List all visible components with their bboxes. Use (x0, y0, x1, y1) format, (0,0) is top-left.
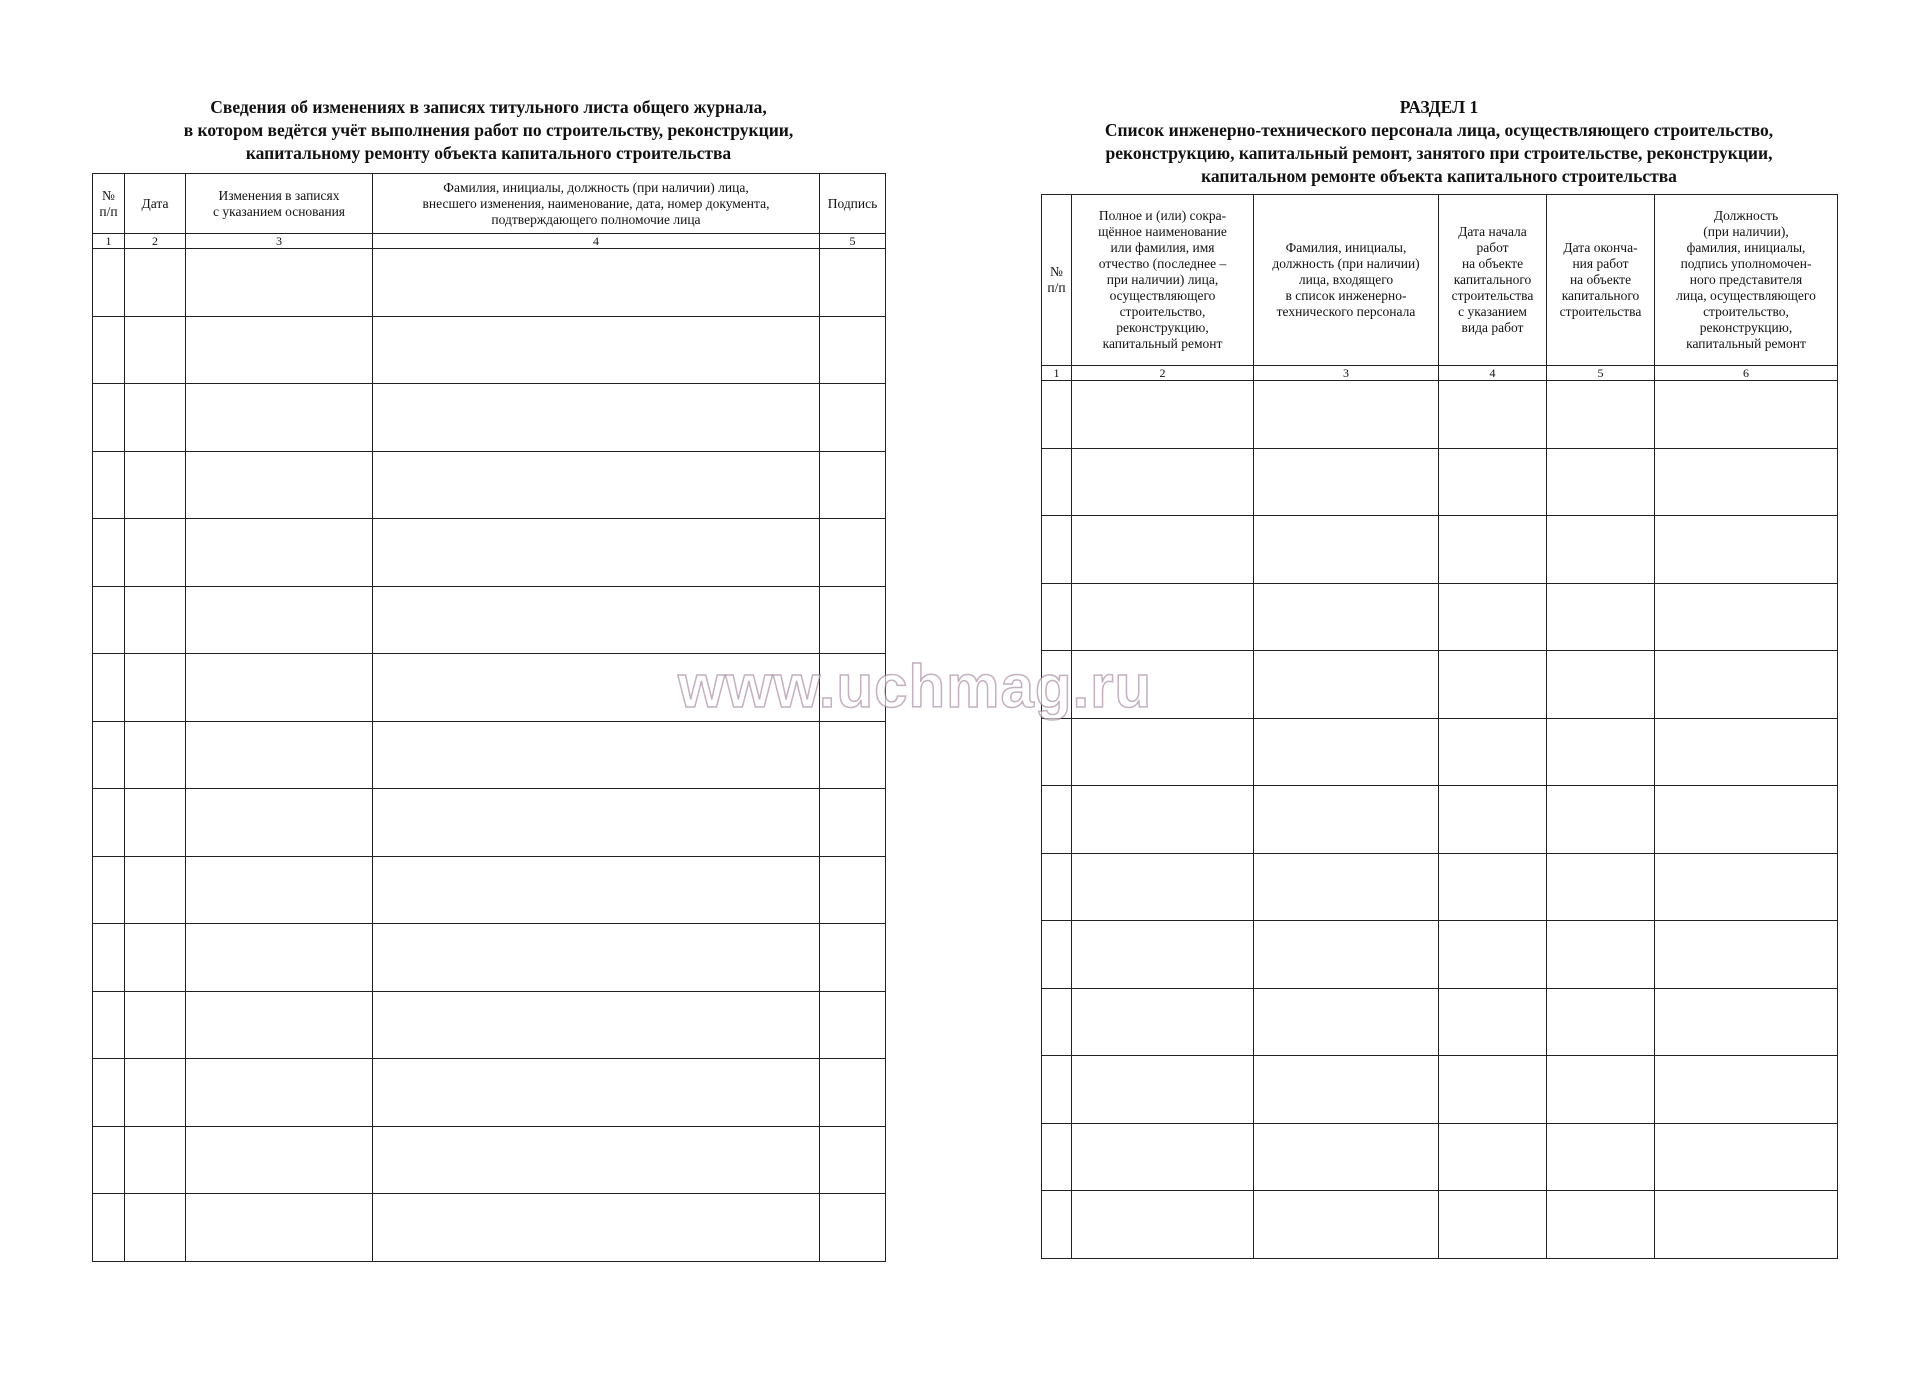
col-header-end-date: Дата оконча- ния работ на объекте капитального строительства (1547, 195, 1655, 366)
table-cell (1254, 651, 1439, 719)
table-cell (820, 856, 886, 924)
table-cell (125, 856, 186, 924)
table-cell (373, 1194, 820, 1262)
table-cell (1254, 921, 1439, 989)
table-cell (1042, 853, 1072, 921)
table-cell (93, 991, 125, 1059)
column-numbers-row (1042, 366, 1838, 381)
table-cell (1547, 988, 1655, 1056)
table-cell (186, 316, 373, 384)
table-cell (1042, 1191, 1072, 1259)
changes-table-row (93, 991, 886, 1059)
table-cell (186, 586, 373, 654)
column-number: 3 (1254, 366, 1439, 381)
table-cell (1655, 381, 1838, 449)
table-cell (1655, 583, 1838, 651)
table-cell (93, 451, 125, 519)
table-cell (125, 1126, 186, 1194)
left-title-line: Сведения об изменениях в записях титульного листа общего журнала, (210, 97, 767, 117)
table-cell (125, 654, 186, 722)
table-cell (820, 924, 886, 992)
table-cell (1547, 853, 1655, 921)
changes-table-row (93, 924, 886, 992)
changes-table-row (93, 1194, 886, 1262)
right-page-title (1041, 96, 1837, 188)
table-cell (1254, 988, 1439, 1056)
table-cell (93, 1059, 125, 1127)
changes-table-row (93, 316, 886, 384)
right-title-line: Список инженерно-технического персонала лица, осуществляющего строительство, (1104, 120, 1774, 140)
table-cell (1655, 1056, 1838, 1124)
table-cell (125, 1194, 186, 1262)
personnel-table-row (1042, 988, 1838, 1056)
personnel-table-row (1042, 1123, 1838, 1191)
table-cell (93, 1194, 125, 1262)
table-cell (93, 586, 125, 654)
table-cell (186, 1194, 373, 1262)
table-cell (1072, 786, 1254, 854)
watermark: www.uchmag.ru (678, 653, 1153, 720)
personnel-table-row (1042, 1191, 1838, 1259)
personnel-table-header (1042, 195, 1838, 366)
table-cell (1439, 516, 1547, 584)
table-cell (1254, 516, 1439, 584)
table-cell (93, 856, 125, 924)
table-cell (1042, 1123, 1072, 1191)
table-cell (373, 1126, 820, 1194)
table-cell (820, 991, 886, 1059)
table-cell (1547, 381, 1655, 449)
column-number: 1 (1042, 366, 1072, 381)
col-header-number: № п/п (1042, 195, 1072, 366)
changes-table-row (93, 451, 886, 519)
table-cell (1655, 1123, 1838, 1191)
table-cell (1655, 853, 1838, 921)
personnel-table-row (1042, 651, 1838, 719)
right-title-line: реконструкцию, капитальный ремонт, занятого при строительстве, реконструкции, (1105, 143, 1773, 163)
table-cell (1072, 516, 1254, 584)
table-cell (93, 1126, 125, 1194)
table-cell (820, 586, 886, 654)
table-cell (1547, 516, 1655, 584)
table-cell (1439, 1056, 1547, 1124)
column-number: 4 (1439, 366, 1547, 381)
personnel-table-row (1042, 853, 1838, 921)
table-cell (93, 924, 125, 992)
table-cell (1655, 1191, 1838, 1259)
personnel-table (1041, 194, 1838, 1259)
table-cell (1072, 381, 1254, 449)
col-header-number: № п/п (93, 174, 125, 234)
table-cell (125, 249, 186, 317)
left-title-line: капитальному ремонту объекта капитального строительства (245, 143, 732, 163)
table-cell (93, 519, 125, 587)
table-cell (1655, 988, 1838, 1056)
table-cell (373, 316, 820, 384)
table-cell (93, 316, 125, 384)
table-cell (373, 519, 820, 587)
personnel-table-row (1042, 786, 1838, 854)
column-number: 5 (820, 234, 886, 249)
table-cell (373, 721, 820, 789)
table-cell (1547, 583, 1655, 651)
col-header-representative: Должность (при наличии), фамилия, инициалы, подпись уполномочен- ного представителя лица, осуществляющего строительство, реконструкцию, капитальный ремонт (1655, 195, 1838, 366)
table-cell (820, 789, 886, 857)
table-cell (820, 316, 886, 384)
table-cell (1042, 583, 1072, 651)
table-cell (1254, 1056, 1439, 1124)
table-cell (125, 721, 186, 789)
table-cell (1254, 718, 1439, 786)
table-cell (1254, 381, 1439, 449)
table-cell (1655, 516, 1838, 584)
personnel-table-row (1042, 1056, 1838, 1124)
table-cell (373, 451, 820, 519)
table-cell (1655, 651, 1838, 719)
personnel-table-row (1042, 381, 1838, 449)
table-cell (1042, 516, 1072, 584)
table-cell (373, 1059, 820, 1127)
table-cell (1439, 1123, 1547, 1191)
table-cell (186, 924, 373, 992)
changes-table-row (93, 721, 886, 789)
table-cell (1072, 988, 1254, 1056)
table-cell (1439, 786, 1547, 854)
changes-table-row (93, 789, 886, 857)
table-cell (186, 789, 373, 857)
table-cell (1547, 786, 1655, 854)
col-header-signature: Подпись (820, 174, 886, 234)
table-cell (820, 384, 886, 452)
left-title-line: в котором ведётся учёт выполнения работ по строительству, реконструкции, (183, 120, 794, 140)
table-cell (186, 1059, 373, 1127)
table-cell (820, 249, 886, 317)
table-cell (186, 249, 373, 317)
table-cell (1042, 1056, 1072, 1124)
table-cell (93, 654, 125, 722)
changes-table-row (93, 384, 886, 452)
changes-table-row (93, 586, 886, 654)
column-numbers-row (93, 234, 886, 249)
column-number: 3 (186, 234, 373, 249)
table-cell (820, 1126, 886, 1194)
table-cell (820, 721, 886, 789)
personnel-table-row (1042, 921, 1838, 989)
table-cell (186, 384, 373, 452)
table-cell (1547, 921, 1655, 989)
personnel-table-row (1042, 718, 1838, 786)
table-cell (820, 1059, 886, 1127)
table-cell (373, 991, 820, 1059)
table-cell (186, 451, 373, 519)
changes-table-row (93, 1126, 886, 1194)
table-cell (1042, 988, 1072, 1056)
table-cell (1439, 718, 1547, 786)
table-cell (1072, 583, 1254, 651)
table-cell (1439, 583, 1547, 651)
table-cell (1439, 921, 1547, 989)
table-cell (1072, 1123, 1254, 1191)
changes-table-header (93, 174, 886, 234)
col-header-changes: Изменения в записях с указанием основания (186, 174, 373, 234)
changes-table-row (93, 856, 886, 924)
table-cell (1439, 381, 1547, 449)
table-cell (186, 721, 373, 789)
table-cell (186, 1126, 373, 1194)
table-cell (1042, 921, 1072, 989)
table-cell (373, 249, 820, 317)
table-cell (186, 991, 373, 1059)
table-cell (1042, 718, 1072, 786)
table-cell (1254, 853, 1439, 921)
table-cell (125, 586, 186, 654)
table-cell (125, 519, 186, 587)
table-cell (125, 789, 186, 857)
table-cell (1439, 988, 1547, 1056)
table-cell (1655, 786, 1838, 854)
table-cell (1072, 1191, 1254, 1259)
changes-table-row (93, 1059, 886, 1127)
table-cell (820, 1194, 886, 1262)
table-cell (820, 519, 886, 587)
table-cell (93, 384, 125, 452)
column-number: 2 (125, 234, 186, 249)
table-cell (1547, 651, 1655, 719)
section-heading: РАЗДЕЛ 1 (1399, 97, 1479, 117)
table-cell (1042, 448, 1072, 516)
table-cell (186, 856, 373, 924)
table-cell (1254, 786, 1439, 854)
table-cell (1254, 1191, 1439, 1259)
personnel-table-row (1042, 516, 1838, 584)
table-cell (1042, 786, 1072, 854)
table-cell (1547, 1191, 1655, 1259)
table-cell (1439, 853, 1547, 921)
table-cell (820, 451, 886, 519)
table-cell (1439, 448, 1547, 516)
col-header-start-date: Дата начала работ на объекте капитального строительства с указанием вида работ (1439, 195, 1547, 366)
table-cell (93, 721, 125, 789)
changes-table-row (93, 519, 886, 587)
col-header-engineer: Фамилия, инициалы, должность (при наличии) лица, входящего в список инженерно- технического персонала (1254, 195, 1439, 366)
table-cell (125, 924, 186, 992)
table-cell (1254, 1123, 1439, 1191)
table-cell (1439, 1191, 1547, 1259)
changes-table-row (93, 249, 886, 317)
right-title-line: капитальном ремонте объекта капитального строительства (1201, 166, 1677, 186)
table-cell (1042, 381, 1072, 449)
table-cell (186, 654, 373, 722)
table-cell (1072, 718, 1254, 786)
right-page (1041, 96, 1837, 380)
table-cell (1254, 448, 1439, 516)
personnel-table-row (1042, 448, 1838, 516)
table-cell (1655, 718, 1838, 786)
column-number: 2 (1072, 366, 1254, 381)
left-page (92, 96, 885, 248)
table-cell (1072, 448, 1254, 516)
table-cell (186, 519, 373, 587)
left-page-title (92, 96, 885, 165)
table-cell (373, 586, 820, 654)
table-cell (93, 249, 125, 317)
column-number: 5 (1547, 366, 1655, 381)
table-cell (1655, 448, 1838, 516)
table-cell (1072, 1056, 1254, 1124)
table-cell (1547, 718, 1655, 786)
table-cell (373, 384, 820, 452)
personnel-table-row (1042, 583, 1838, 651)
column-number: 6 (1655, 366, 1838, 381)
table-cell (125, 384, 186, 452)
table-cell (125, 451, 186, 519)
table-cell (1072, 853, 1254, 921)
table-cell (1547, 1056, 1655, 1124)
col-header-organization: Полное и (или) сокра- щённое наименование или фамилия, имя отчество (последнее – при наличии) лица, осуществляющего строительство, реконструкцию, капитальный ремонт (1072, 195, 1254, 366)
col-header-person: Фамилия, инициалы, должность (при наличии) лица, внесшего изменения, наименование, дата, номер документа, подтверждающего полномочие лица (373, 174, 820, 234)
table-cell (93, 789, 125, 857)
column-number: 1 (93, 234, 125, 249)
col-header-date: Дата (125, 174, 186, 234)
table-cell (1439, 651, 1547, 719)
table-cell (1254, 583, 1439, 651)
table-cell (1547, 448, 1655, 516)
table-cell (373, 856, 820, 924)
table-cell (1547, 1123, 1655, 1191)
table-cell (1655, 921, 1838, 989)
column-number: 4 (373, 234, 820, 249)
table-cell (125, 316, 186, 384)
table-cell (125, 991, 186, 1059)
table-cell (373, 924, 820, 992)
table-cell (125, 1059, 186, 1127)
table-cell (1072, 921, 1254, 989)
table-cell (373, 789, 820, 857)
